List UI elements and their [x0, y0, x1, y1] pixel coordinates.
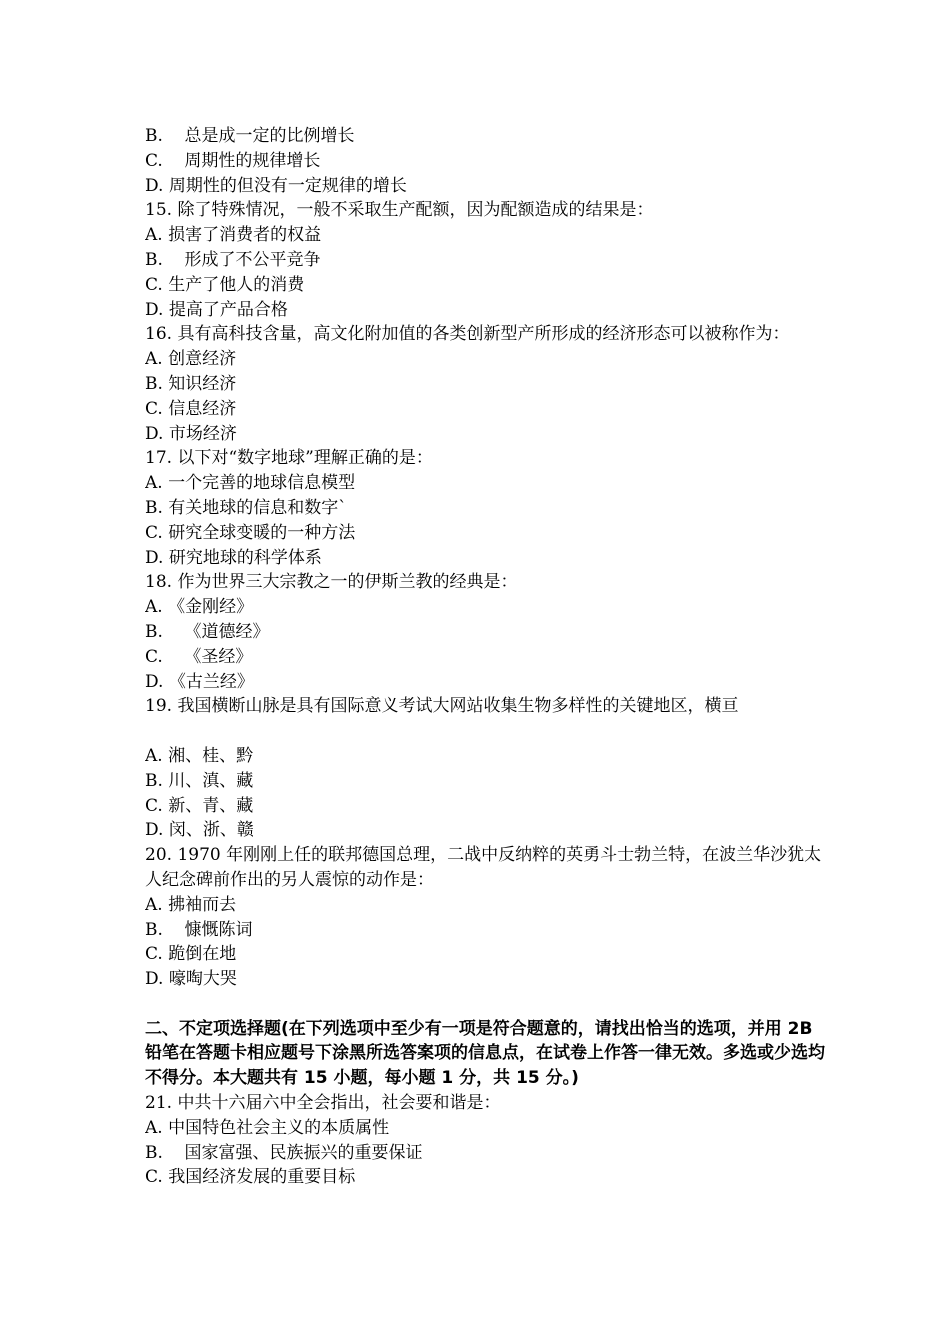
option-14c: C. 周期性的规律增长 [145, 150, 321, 171]
section-heading: 二、不定项选择题(在下列选项中至少有一项是符合题意的，请找出恰当的选项，并用 2B 铅笔在答题卡相应题号下涂黑所选答案项的信息点，在试卷上作答一律无效。多选或少选均不得分。本大题共有 15 小题，每小题 1 分，共 15 分。) [145, 1018, 825, 1089]
question-21: 21. 中共十六届六中全会指出，社会要和谐是： [145, 1093, 501, 1114]
option-17a: A. 一个完善的地球信息模型 [145, 473, 356, 494]
document-page [145, 124, 825, 1190]
option-16a: A. 创意经济 [145, 349, 237, 370]
option-19c: C. 新、青、藏 [145, 795, 254, 816]
option-18c: C. 《圣经》 [145, 646, 253, 667]
option-16d: D. 市场经济 [145, 423, 237, 444]
option-20d: D. 嚎啕大哭 [145, 969, 237, 990]
option-14d: D. 周期性的但没有一定规律的增长 [145, 175, 407, 196]
option-19d: D. 闵、浙、赣 [145, 820, 254, 841]
option-14b: B. 总是成一定的比例增长 [145, 126, 355, 146]
option-21a: A. 中国特色社会主义的本质属性 [145, 1117, 390, 1138]
option-15c: C. 生产了他人的消费 [145, 274, 305, 295]
option-17b: B. 有关地球的信息和数字` [145, 497, 347, 518]
option-18a: A. 《金刚经》 [145, 597, 254, 618]
option-15d: D. 提高了产品合格 [145, 299, 288, 320]
option-17d: D. 研究地球的科学体系 [145, 547, 322, 568]
question-20: 20. 1970 年刚刚上任的联邦德国总理，二战中反纳粹的英勇斗士勃兰特，在波兰华沙犹太人纪念碑前作出的另人震惊的动作是： [145, 845, 822, 890]
option-21c: C. 我国经济发展的重要目标 [145, 1167, 356, 1188]
option-19a: A. 湘、桂、黔 [145, 745, 254, 766]
option-18b: B. 《道德经》 [145, 621, 270, 642]
option-19b: B. 川、滇、藏 [145, 770, 254, 791]
blank-line [145, 719, 825, 744]
option-15a: A. 损害了消费者的权益 [145, 225, 322, 246]
option-20a: A. 拂袖而去 [145, 894, 237, 915]
question-19: 19. 我国横断山脉是具有国际意义考试大网站收集生物多样性的关键地区，横亘 [145, 696, 739, 717]
option-15b: B. 形成了不公平竞争 [145, 249, 321, 270]
option-16b: B. 知识经济 [145, 373, 237, 394]
option-16c: C. 信息经济 [145, 398, 237, 419]
question-18: 18. 作为世界三大宗教之一的伊斯兰教的经典是： [145, 572, 518, 593]
option-20c: C. 跪倒在地 [145, 944, 237, 965]
option-20b: B. 慷慨陈词 [145, 919, 253, 940]
blank-line [145, 992, 825, 1017]
option-17c: C. 研究全球变暖的一种方法 [145, 522, 356, 543]
question-15: 15. 除了特殊情况，一般不采取生产配额，因为配额造成的结果是： [145, 200, 654, 221]
option-18d: D. 《古兰经》 [145, 671, 254, 692]
question-16: 16. 具有高科技含量，高文化附加值的各类创新型产所形成的经济形态可以被称作为： [145, 324, 790, 345]
question-17: 17. 以下对“数字地球”理解正确的是： [145, 448, 433, 469]
option-21b: B. 国家富强、民族振兴的重要保证 [145, 1142, 423, 1163]
